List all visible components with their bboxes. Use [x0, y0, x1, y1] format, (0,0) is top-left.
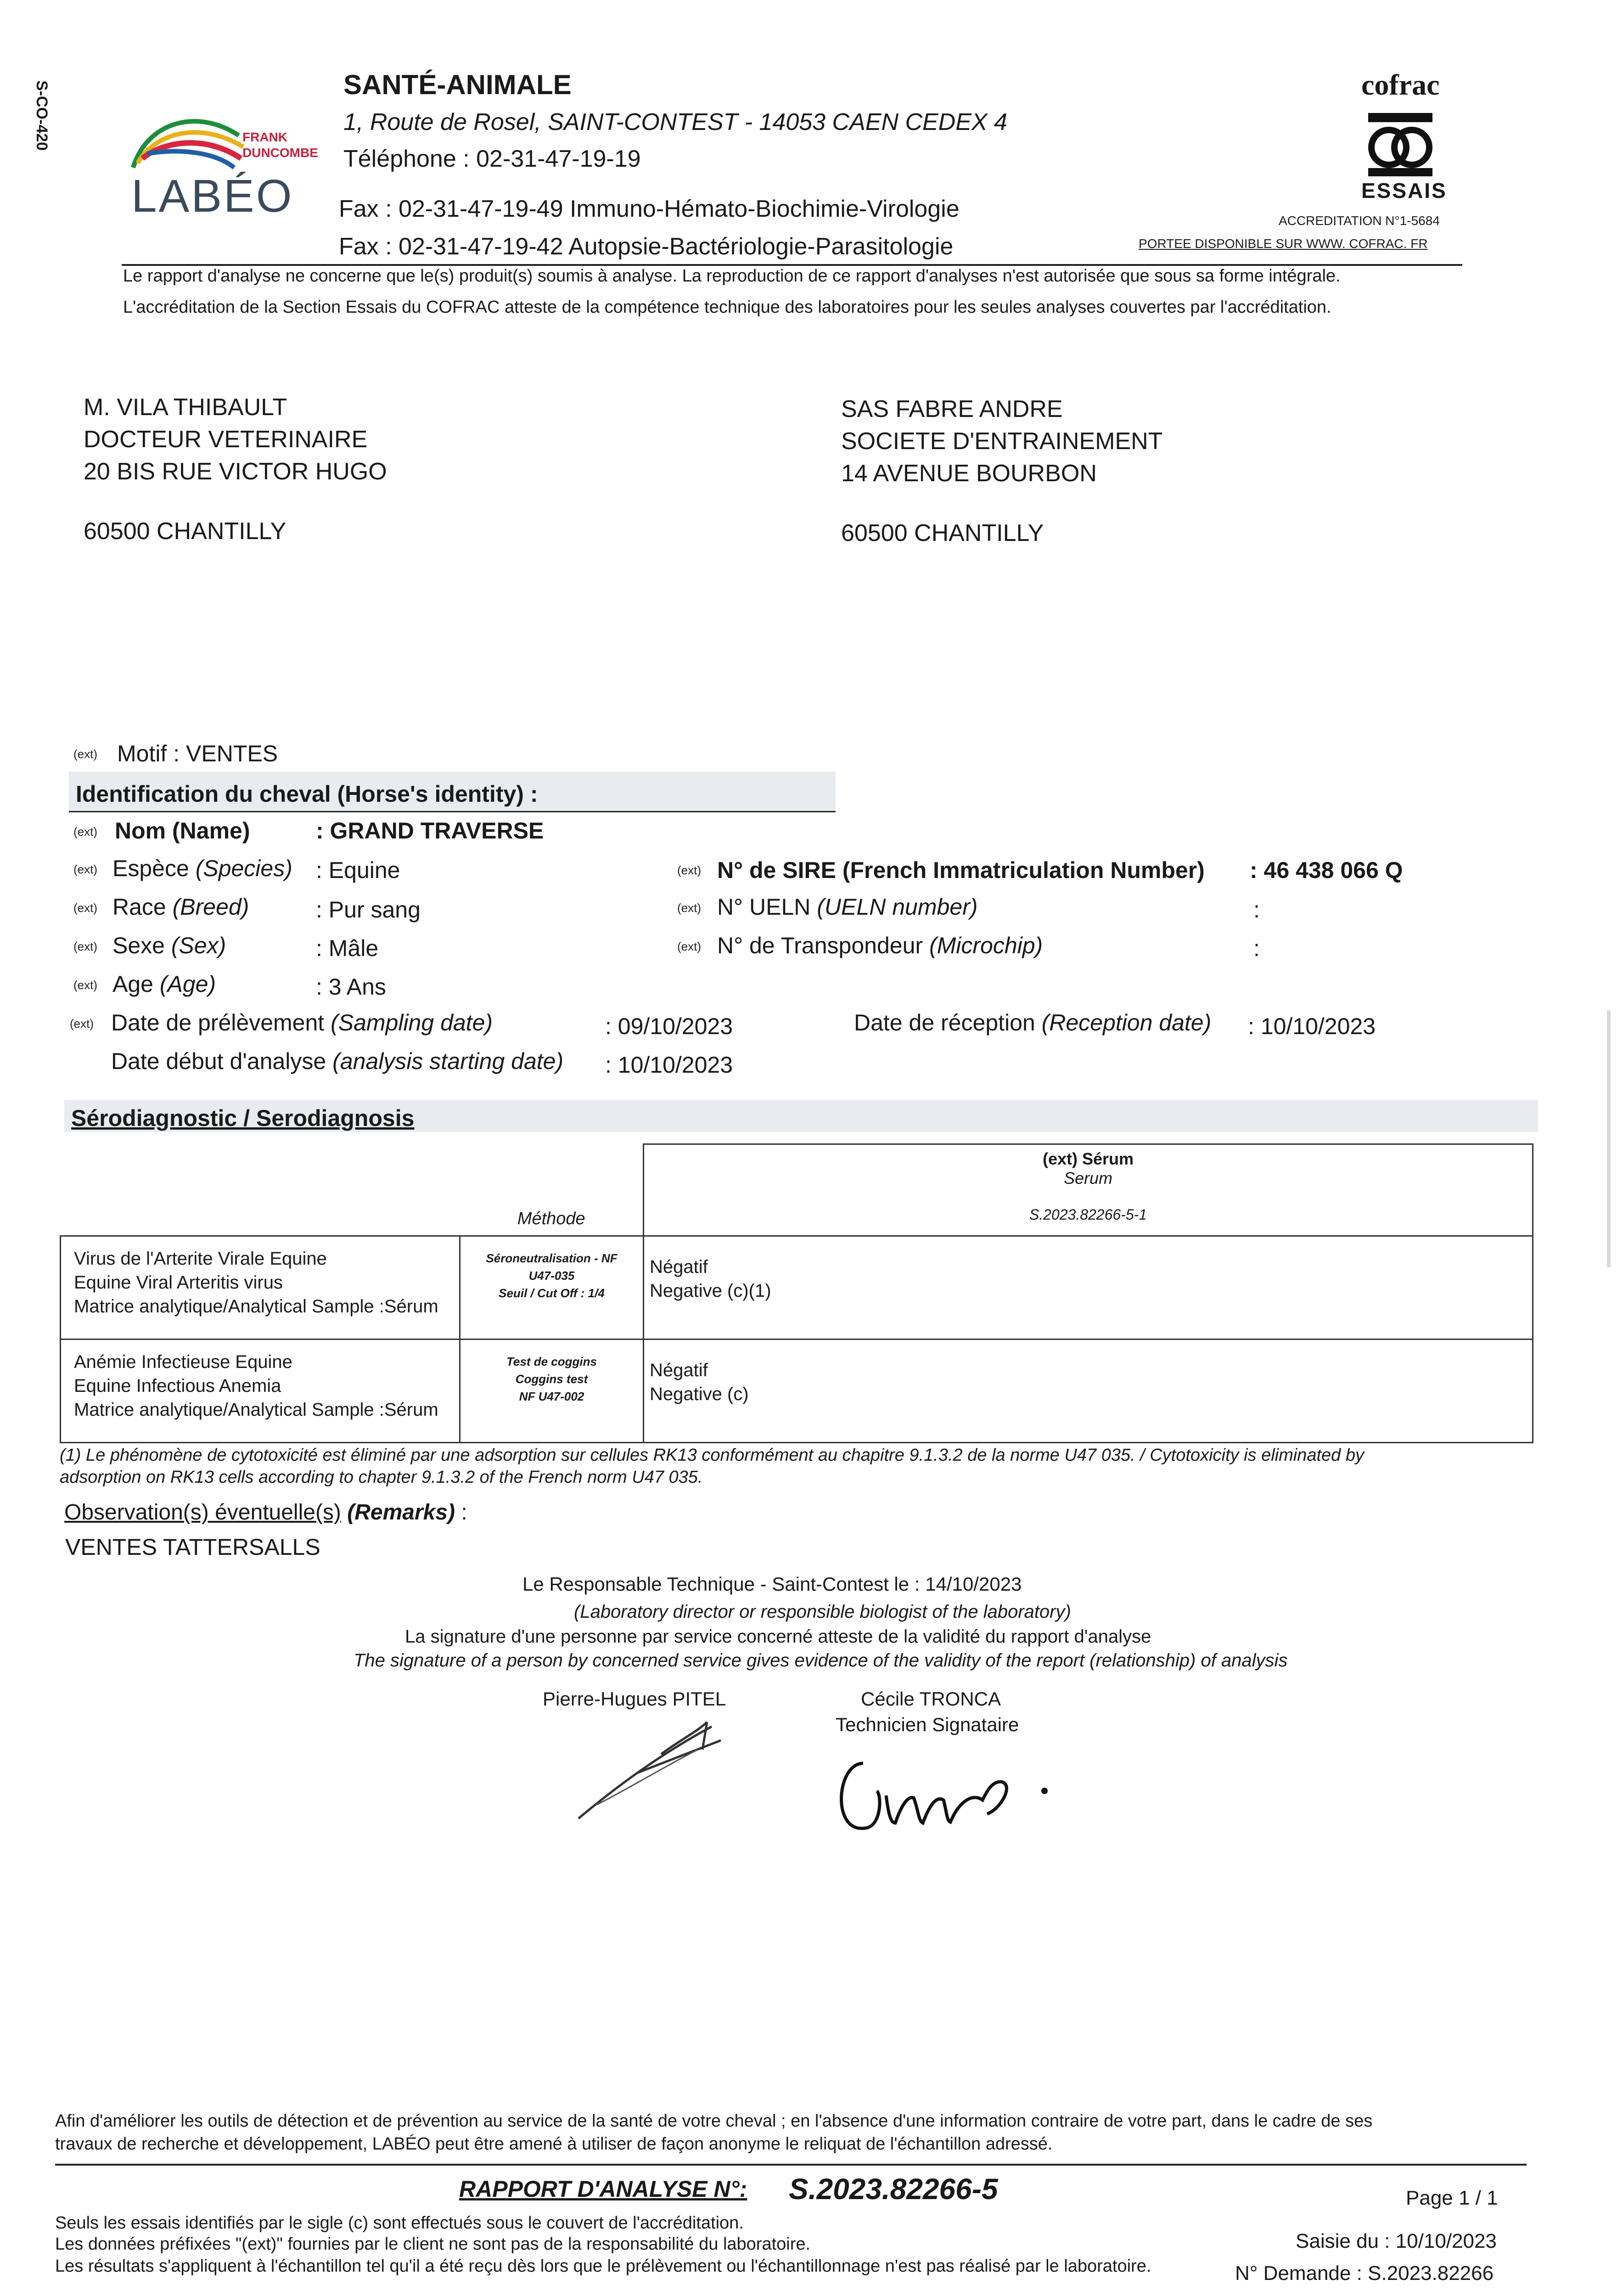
test-matrix: Matrice analytique/Analytical Sample :Sérum [74, 1400, 438, 1420]
reception-date-label [854, 1009, 1211, 1036]
method-line-1: Test de coggins [506, 1355, 597, 1368]
recipient-right-line2: SOCIETE D'ENTRAINEMENT [841, 428, 1163, 455]
test-name-en: Equine Viral Arteritis virus [74, 1272, 283, 1293]
remarks-label-fr: Observation(s) éventuelle(s) [64, 1500, 341, 1525]
ext-marker: (ext) [677, 901, 701, 915]
header-blank-cell [61, 1144, 460, 1236]
method-line-3: NF U47-002 [519, 1390, 584, 1403]
recipient-right-line1: SAS FABRE ANDRE [841, 396, 1063, 422]
footer-divider [55, 2164, 1527, 2166]
method-line-1: Séroneutralisation - NF [486, 1251, 618, 1265]
remarks-label-en: (Remarks) [347, 1500, 455, 1525]
recipient-right-line3: 14 AVENUE BOURBON [841, 460, 1097, 487]
ext-marker: (ext) [73, 940, 97, 953]
sampling-date-label-fr: Date de prélèvement [111, 1010, 325, 1035]
analysis-start-label-fr: Date début d'analyse [111, 1048, 326, 1074]
age-label-en: (Age) [159, 971, 216, 997]
recipient-address-left [84, 391, 387, 547]
labeo-logo-swoosh [129, 103, 248, 172]
sex-label-fr: Sexe [112, 933, 165, 958]
signature-subheading: (Laboratory director or responsible biologist of the laboratory) [574, 1602, 1071, 1622]
sire-label: N° de SIRE (French Immatriculation Number) [717, 857, 1205, 883]
sample-header [645, 1149, 1532, 1169]
transponder-label-en: (Microchip) [929, 933, 1043, 958]
sampling-date-label [111, 1009, 493, 1036]
species-label [112, 855, 292, 882]
age-label-fr: Age [112, 971, 153, 997]
disclaimer-line-2: L'accréditation de la Section Essais du COFRAC atteste de la compétence technique des laboratoires pour les seules analyses couvertes par l'accréditation. [123, 298, 1331, 317]
species-label-en: (Species) [195, 855, 292, 881]
remarks-label [64, 1500, 467, 1525]
cofrac-essais: ESSAIS [1361, 179, 1447, 203]
name-value: : GRAND TRAVERSE [316, 818, 544, 844]
report-number-label: RAPPORT D'ANALYSE N°: [459, 2176, 747, 2202]
document-code: S-CO-420 [33, 80, 51, 151]
recipient-address-right [841, 393, 1162, 549]
sample-header-ext: (ext) [1042, 1149, 1078, 1168]
ext-marker: (ext) [73, 747, 97, 761]
footer-note-1: Seuls les essais identifiés par le sigle (c) sont effectués sous le couvert de l'accréditation. [55, 2213, 744, 2233]
reception-date-value: : 10/10/2023 [1248, 1013, 1376, 1039]
lab-title: SANTÉ-ANIMALE [343, 69, 572, 100]
result-fr: Négatif [650, 1257, 708, 1277]
result-fr: Négatif [650, 1360, 708, 1380]
cofrac-logo-text: cofrac [1361, 68, 1440, 101]
accreditation-number: ACCREDITATION N°1-5684 [1279, 214, 1440, 228]
serology-section-title: Sérodiagnostic / Serodiagnosis [71, 1105, 415, 1131]
footer-note-2: Les données préfixées "(ext)" fournies par le client ne sont pas de la responsabilité du laboratoire. [55, 2234, 811, 2254]
sample-header-cell [644, 1144, 1533, 1236]
method-cell [460, 1339, 644, 1443]
recipient-left-line3: 20 BIS RUE VICTOR HUGO [84, 458, 387, 485]
lab-fax-1: Fax : 02-31-47-19-49 Immuno-Hémato-Biochimie-Virologie [339, 196, 960, 222]
lab-fax-2: Fax : 02-31-47-19-42 Autopsie-Bactériologie-Parasitologie [339, 233, 954, 260]
ueln-label-en: (UELN number) [817, 894, 978, 920]
ueln-label [717, 894, 977, 920]
ext-marker: (ext) [677, 940, 701, 953]
report-number: S.2023.82266-5 [789, 2172, 998, 2206]
reception-date-label-fr: Date de réception [854, 1010, 1035, 1035]
method-line-2: U47-035 [528, 1269, 575, 1283]
breed-label-en: (Breed) [172, 894, 249, 920]
lab-phone: Téléphone : 02-31-47-19-19 [343, 146, 641, 172]
transponder-value: : [1253, 935, 1260, 961]
sex-label [112, 932, 226, 959]
signature-1-graphic [569, 1713, 753, 1828]
identity-section-underline [69, 811, 836, 812]
test-name-cell [61, 1236, 460, 1339]
table-row [61, 1339, 1533, 1443]
motif: Motif : VENTES [117, 741, 278, 766]
species-value: : Equine [316, 857, 400, 883]
test-matrix: Matrice analytique/Analytical Sample :Sérum [74, 1296, 438, 1317]
result-en: Negative (c) [650, 1384, 749, 1404]
ext-marker: (ext) [73, 978, 97, 992]
method-line-3: Seuil / Cut Off : 1/4 [499, 1286, 605, 1300]
disclaimer-line-1: Le rapport d'analyse ne concerne que le(s) produit(s) soumis à analyse. La reproduction de ce rapport d'analyses n'est autorisée que sous sa forme intégrale. [123, 266, 1341, 286]
labeo-logo-text: LABÉO [131, 170, 294, 222]
footer-notice-line-2: travaux de recherche et développement, LABÉO peut être amené à utiliser de façon anonyme le reliquat de l'échantillon adressé. [55, 2134, 1053, 2154]
table-row [61, 1236, 1533, 1339]
sex-label-en: (Sex) [171, 933, 226, 958]
ext-marker: (ext) [70, 1017, 94, 1030]
age-label [112, 971, 216, 997]
results-table [60, 1143, 1533, 1443]
test-name-en: Equine Infectious Anemia [74, 1376, 281, 1396]
name-label: Nom (Name) [115, 818, 250, 844]
header-divider [122, 264, 1462, 266]
recipient-right-line4: 60500 CHANTILLY [841, 520, 1044, 546]
signer-1-name: Pierre-Hugues PITEL [543, 1688, 726, 1710]
results-header-row [61, 1144, 1533, 1236]
lab-address: 1, Route de Rosel, SAINT-CONTEST - 14053 CAEN CEDEX 4 [343, 109, 1007, 135]
footer-note-3: Les résultats s'appliquent à l'échantillon tel qu'il a été reçu dès lors que le prélèvement ou l'échantillonnage n'est pas réalisé par le laboratoire. [55, 2257, 1151, 2276]
transponder-label [717, 932, 1043, 959]
breed-value: : Pur sang [316, 897, 421, 923]
logo-brand [242, 129, 318, 161]
recipient-left-line1: M. VILA THIBAULT [84, 394, 287, 421]
breed-label-fr: Race [112, 894, 166, 920]
species-label-fr: Espèce [112, 855, 189, 881]
analysis-start-label [111, 1048, 563, 1075]
footnote-line-2: adsorption on RK13 cells according to chapter 9.1.3.2 of the French norm U47 035. [60, 1468, 703, 1487]
recipient-left-line2: DOCTEUR VETERINAIRE [84, 426, 368, 453]
remarks-value: VENTES TATTERSALLS [65, 1534, 320, 1560]
result-cell [644, 1236, 1533, 1339]
analysis-start-value: : 10/10/2023 [605, 1052, 733, 1078]
signature-validity-fr: La signature d'une personne par service concerné atteste de la validité du rapport d'analyse [405, 1626, 1151, 1647]
remarks-colon: : [461, 1500, 467, 1525]
ueln-value: : [1253, 897, 1260, 923]
ueln-label-fr: N° UELN [717, 894, 811, 920]
breed-label [112, 894, 249, 920]
test-name-cell [61, 1339, 460, 1443]
sire-value: : 46 438 066 Q [1250, 857, 1403, 883]
result-en: Negative (c)(1) [650, 1281, 771, 1301]
ext-marker: (ext) [73, 901, 97, 915]
entry-date: Saisie du : 10/10/2023 [1296, 2230, 1497, 2252]
method-line-2: Coggins test [515, 1372, 588, 1386]
scan-edge-mark [1607, 1010, 1611, 1267]
signature-heading: Le Responsable Technique - Saint-Contest le : 14/10/2023 [522, 1573, 1022, 1595]
cofrac-scope-link[interactable]: PORTEE DISPONIBLE SUR WWW. COFRAC. FR [1139, 236, 1428, 251]
cofrac-emblem-icon [1359, 108, 1442, 177]
sampling-date-value: : 09/10/2023 [605, 1013, 733, 1039]
analysis-start-label-en: (analysis starting date) [332, 1048, 564, 1074]
test-name-fr: Anémie Infectieuse Equine [74, 1352, 292, 1372]
ext-marker: (ext) [73, 862, 97, 876]
sample-header-en: Serum [1063, 1169, 1113, 1187]
footnote-line-1: (1) Le phénomène de cytotoxicité est éliminé par une adsorption sur cellules RK13 conformément au chapitre 9.1.3.2 de la norme U47 035. / Cytotoxicity is eliminated by [60, 1446, 1364, 1465]
ext-marker: (ext) [677, 863, 701, 877]
request-number: N° Demande : S.2023.82266 [1235, 2262, 1494, 2285]
signer-2-role: Technicien Signataire [836, 1714, 1019, 1735]
transponder-label-fr: N° de Transpondeur [717, 933, 923, 958]
sample-id: S.2023.82266-5-1 [1029, 1206, 1147, 1223]
recipient-left-line4: 60500 CHANTILLY [84, 518, 286, 545]
method-cell [460, 1236, 644, 1339]
identity-section-title: Identification du cheval (Horse's identity) : [76, 781, 538, 807]
sex-value: : Mâle [316, 935, 379, 961]
sampling-date-label-en: (Sampling date) [331, 1010, 493, 1035]
signature-2-graphic [826, 1745, 1065, 1851]
signer-2-name: Cécile TRONCA [861, 1688, 1001, 1710]
sample-header-fr: Sérum [1082, 1149, 1134, 1168]
page-number: Page 1 / 1 [1406, 2187, 1498, 2209]
result-cell [644, 1339, 1533, 1443]
method-header: Méthode [517, 1209, 585, 1228]
footer-notice-line-1: Afin d'améliorer les outils de détection et de prévention au service de la santé de votre cheval ; en l'absence d'une information contraire de votre part, dans le cadre de ses [55, 2111, 1373, 2131]
ext-marker: (ext) [73, 825, 97, 838]
test-name-fr: Virus de l'Arterite Virale Equine [74, 1249, 327, 1269]
logo-brand-line1: FRANK [242, 130, 287, 144]
age-value: : 3 Ans [316, 974, 386, 1000]
reception-date-label-en: (Reception date) [1041, 1010, 1212, 1035]
signature-validity-en: The signature of a person by concerned service gives evidence of the validity of the report (relationship) of analysis [354, 1650, 1288, 1671]
logo-brand-line2: DUNCOMBE [242, 146, 318, 160]
